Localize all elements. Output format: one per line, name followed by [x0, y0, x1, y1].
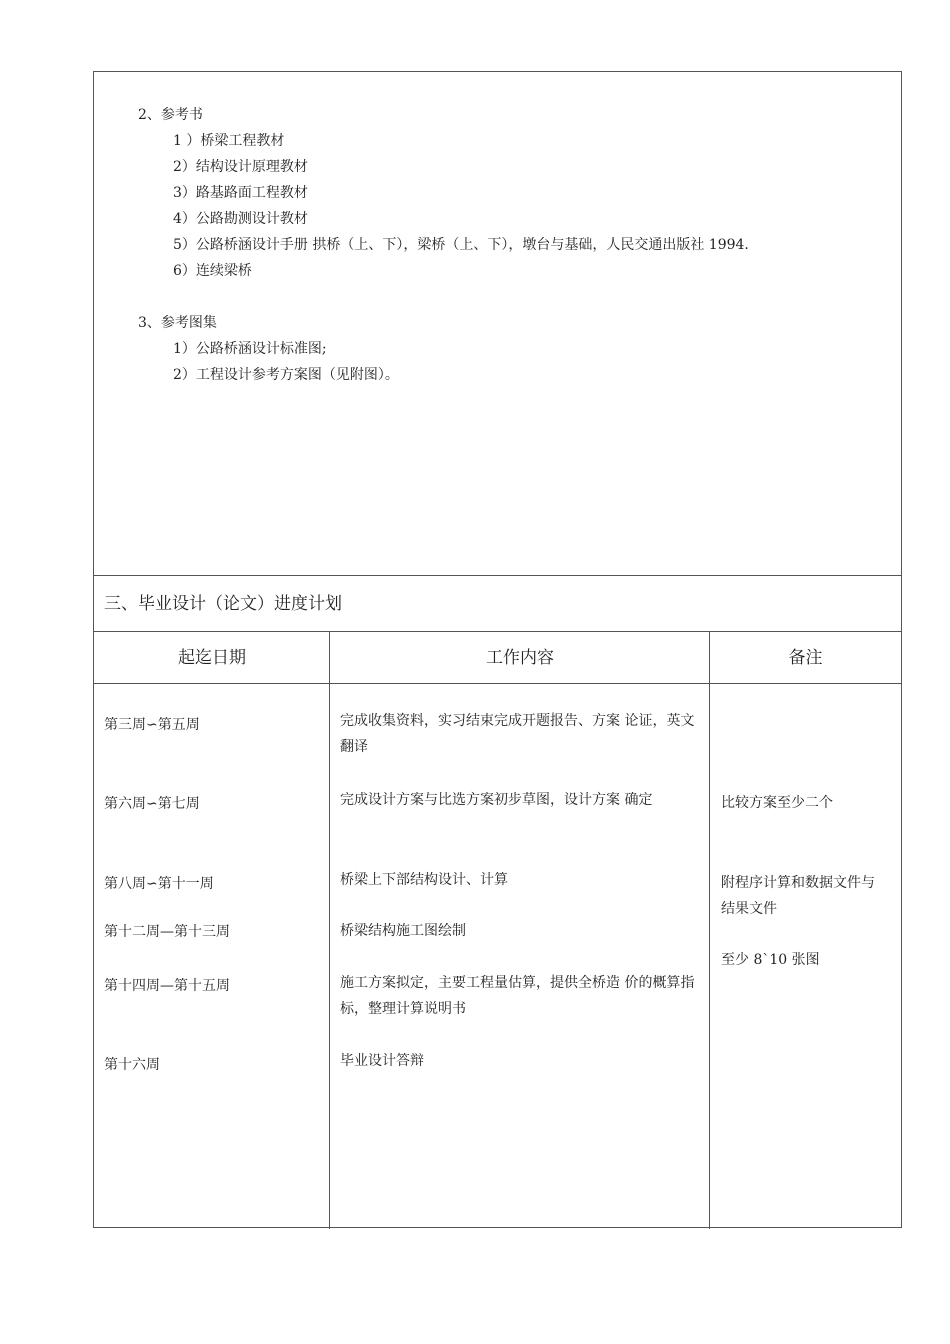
reference-book-item: 2）结构设计原理教材 — [173, 159, 308, 175]
section-divider — [94, 575, 901, 576]
schedule-date: 第三周∽第五周 — [104, 717, 200, 733]
table-header-divider-bottom — [94, 683, 901, 684]
schedule-content: 施工方案拟定，主要工程量估算，提供全桥造 价的概算指标，整理计算说明书 — [340, 975, 695, 1017]
schedule-date: 第六周∽第七周 — [104, 796, 200, 812]
schedule-date: 第八周∽第十一周 — [104, 876, 214, 892]
document-table — [93, 71, 902, 1228]
schedule-date: 第十二周—第十三周 — [104, 924, 230, 940]
schedule-content: 完成设计方案与比选方案初步草图，设计方案 确定 — [340, 792, 653, 808]
schedule-remark: 比较方案至少二个 — [721, 795, 833, 811]
reference-books-heading: 2、参考书 — [138, 107, 203, 123]
reference-book-item: 5）公路桥涵设计手册 拱桥（上、下），梁桥（上、下），墩台与基础，人民交通出版社 1994. — [173, 237, 749, 253]
column-divider-2 — [709, 631, 710, 1229]
column-divider-1 — [329, 631, 330, 1229]
schedule-date: 第十六周 — [104, 1057, 160, 1073]
reference-atlas-heading: 3、参考图集 — [138, 315, 217, 331]
schedule-remark: 附程序计算和数据文件与结果文件 — [721, 875, 875, 917]
column-header-remark: 备注 — [788, 648, 823, 668]
reference-book-item: 6）连续梁桥 — [173, 263, 252, 279]
table-header-divider-top — [94, 631, 901, 632]
reference-book-item: 1 ）桥梁工程教材 — [173, 133, 285, 149]
schedule-content: 毕业设计答辩 — [340, 1053, 424, 1069]
schedule-date: 第十四周—第十五周 — [104, 978, 230, 994]
column-header-content: 工作内容 — [486, 648, 554, 668]
reference-atlas-item: 1）公路桥涵设计标准图; — [173, 341, 327, 357]
schedule-content: 桥梁结构施工图绘制 — [340, 923, 466, 939]
reference-book-item: 3）路基路面工程教材 — [173, 185, 308, 201]
column-header-date: 起迄日期 — [178, 648, 246, 668]
schedule-content: 桥梁上下部结构设计、计算 — [340, 872, 508, 888]
reference-book-item: 4）公路勘测设计教材 — [173, 211, 308, 227]
section-title: 三、毕业设计（论文）进度计划 — [104, 594, 342, 614]
schedule-content: 完成收集资料，实习结束完成开题报告、方案 论证，英文翻译 — [340, 713, 695, 755]
schedule-remark: 至少 8`10 张图 — [721, 952, 820, 968]
reference-atlas-item: 2）工程设计参考方案图（见附图）。 — [173, 367, 399, 383]
